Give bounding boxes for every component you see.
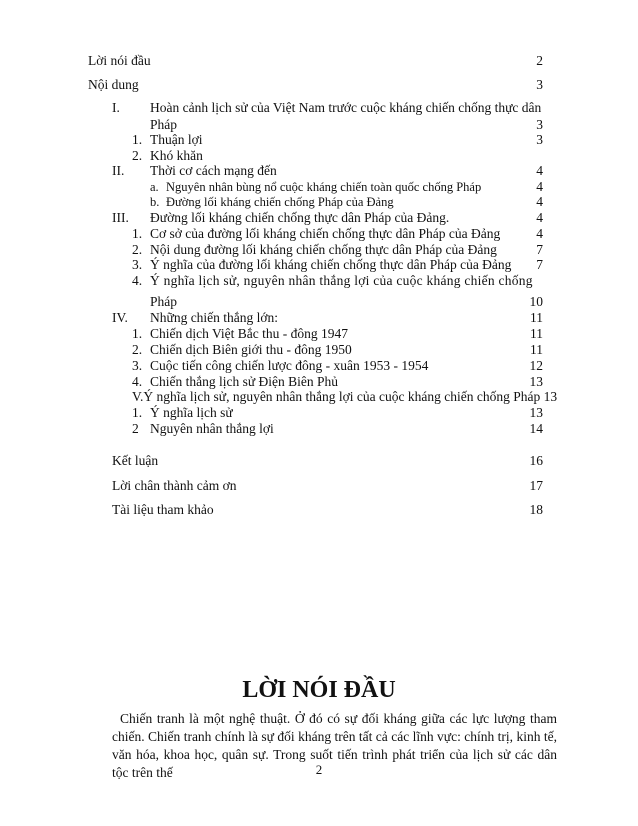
toc-entry: Chiến thắng lịch sử Điện Biên Phủ	[150, 374, 339, 389]
toc-page-number: 3	[536, 77, 543, 92]
toc-page-number: 3	[536, 117, 543, 132]
toc-entry: Chiến dịch Việt Bắc thu - đông 1947	[150, 326, 349, 341]
toc-item-number: 1.	[132, 405, 143, 420]
toc-page-number: 11	[530, 342, 543, 357]
toc-entry-preface: Lời nói đầu	[88, 53, 151, 68]
toc-entry: Nguyên nhân thắng lợi	[150, 421, 274, 436]
toc-item-number: 3.	[132, 257, 143, 272]
toc-entry: Đường lối kháng chiến chống Pháp của Đảng	[166, 195, 394, 209]
toc-item-number: 2.	[132, 342, 143, 357]
toc-item-number: II.	[112, 163, 125, 178]
toc-page-number: 4	[536, 194, 543, 209]
toc-entry-acknowledgement: Lời chân thành cảm ơn	[112, 478, 237, 493]
toc-entry: Chiến dịch Biên giới thu - đông 1950	[150, 342, 352, 357]
toc-entry: Thời cơ cách mạng đến	[150, 163, 277, 178]
toc-entry: Khó khăn	[150, 148, 203, 163]
toc-page-number: 4	[536, 179, 543, 194]
section-title: LỜI NÓI ĐẦU	[242, 677, 396, 703]
toc-item-number: 1.	[132, 132, 143, 147]
toc-entry: Nội dung đường lối kháng chiến chống thực dân Pháp của Đảng	[150, 242, 497, 257]
toc-item-number: 2.	[132, 148, 143, 163]
toc-item-number: 4.	[132, 273, 143, 288]
toc-entry: Hoàn cảnh lịch sử của Việt Nam trước cuộc kháng chiến chống thực dân	[150, 100, 542, 115]
toc-entry: Thuận lợi	[150, 132, 203, 147]
toc-item-number: III.	[112, 210, 129, 225]
toc-page-number: 4	[536, 226, 543, 241]
toc-entry: Những chiến thắng lớn:	[150, 310, 279, 325]
toc-page-number: 10	[529, 294, 543, 309]
toc-item-number: 2.	[132, 242, 143, 257]
toc-item-number: 1.	[132, 326, 143, 341]
toc-page-number: 3	[536, 132, 543, 147]
toc-item-number: I.	[112, 100, 120, 115]
toc-entry-continuation: Pháp	[150, 117, 177, 132]
toc-item-number: 1.	[132, 226, 143, 241]
toc-page-number: 13	[529, 405, 543, 420]
toc-entry-content: Nội dung	[88, 77, 139, 92]
intro-paragraph-text: Chiến tranh là một nghệ thuật. Ở đó có sự đối kháng giữa các lực lượng tham chiến. Chiến tranh chính là sự đối kháng trên tất cả các lĩnh vực: chính trị, kinh tế, văn hóa, khoa học, quân sự. Trong suốt tiến trình phát triển của lịch sử các dân tộc trên thế	[112, 711, 557, 780]
toc-page-number: 7	[536, 242, 543, 257]
toc-entry: Đường lối kháng chiến chống thực dân Pháp của Đảng.	[150, 210, 450, 225]
toc-page-number: 18	[529, 502, 543, 517]
toc-page-number: 4	[536, 210, 543, 225]
toc-page-number: 11	[530, 310, 543, 325]
toc-page-number: 13	[529, 374, 543, 389]
toc-page-number: 16	[529, 453, 543, 468]
toc-item-number: b.	[150, 195, 160, 209]
page-number: 2	[315, 762, 323, 777]
toc-page-number: 4	[536, 163, 543, 178]
toc-page-number: 12	[529, 358, 543, 373]
toc-page-number: 11	[530, 326, 543, 341]
toc-page-number: 17	[529, 478, 543, 493]
toc-entry: V.Ý nghĩa lịch sử, nguyên nhân thắng lợi của cuộc kháng chiến chống Pháp 13	[132, 389, 558, 404]
toc-entry-references: Tài liệu tham khảo	[112, 502, 214, 517]
toc-item-number: IV.	[112, 310, 128, 325]
toc-entry: Ý nghĩa lịch sử, nguyên nhân thắng lợi của cuộc kháng chiến chống	[150, 273, 533, 288]
toc-entry: Cuộc tiến công chiến lược đông - xuân 1953 - 1954	[150, 358, 429, 373]
toc-item-number: 2	[132, 421, 139, 436]
toc-entry: Ý nghĩa của đường lối kháng chiến chống thực dân Pháp của Đảng	[150, 257, 512, 272]
toc-page-number: 14	[529, 421, 543, 436]
toc-entry-continuation: Pháp	[150, 294, 177, 309]
toc-page-number: 7	[536, 257, 543, 272]
toc-item-number: a.	[150, 180, 159, 194]
toc-item-number: 3.	[132, 358, 143, 373]
toc-page-number: 2	[536, 53, 543, 68]
toc-item-number: 4.	[132, 374, 143, 389]
toc-entry: Cơ sở của đường lối kháng chiến chống thực dân Pháp của Đảng	[150, 226, 501, 241]
toc-entry-conclusion: Kết luận	[112, 453, 159, 468]
toc-entry: Ý nghĩa lịch sử	[150, 405, 233, 420]
toc-entry: Nguyên nhân bùng nổ cuộc kháng chiến toàn quốc chống Pháp	[166, 180, 482, 194]
